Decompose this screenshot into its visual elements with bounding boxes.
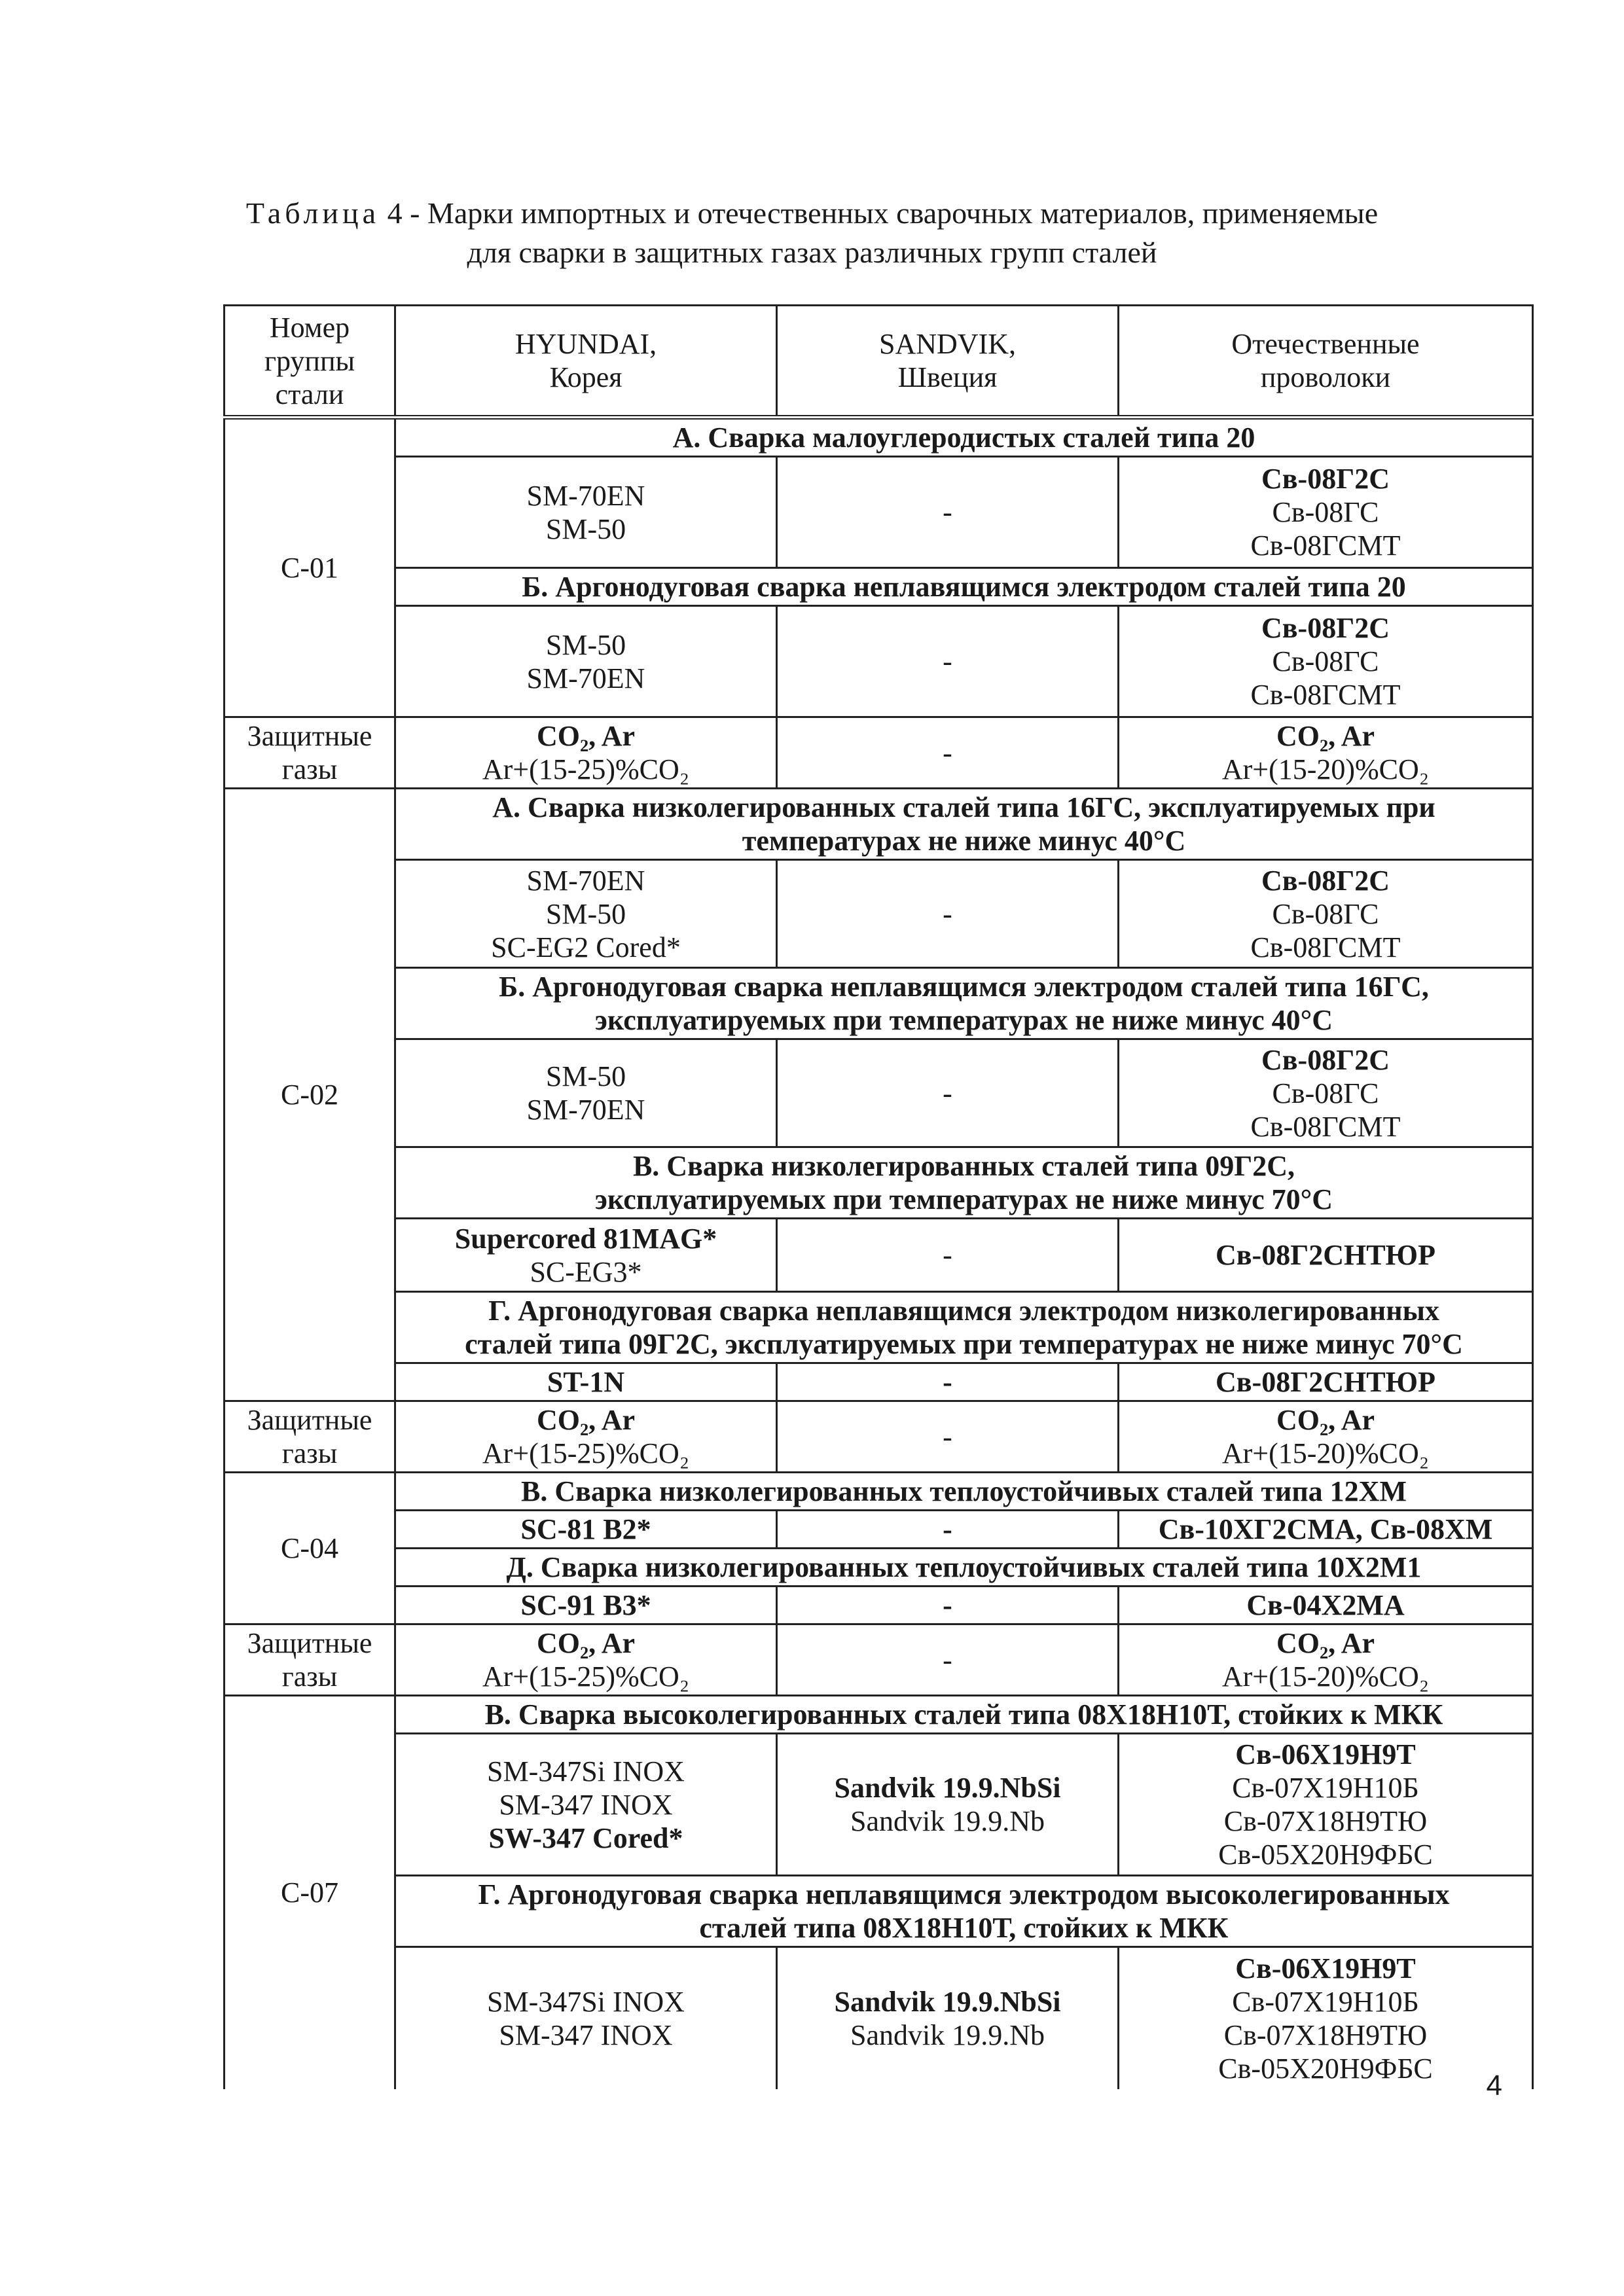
cell-hyundai: SC-81 B2* <box>395 1511 777 1549</box>
section-c02-g: Г. Аргонодуговая сварка неплавящимся электродом низколегированных сталей типа 09Г2С, эксплуатируемых при температурах не ниже минус 70°С <box>395 1292 1533 1363</box>
header-hyundai: HYUNDAI, Корея <box>395 306 777 418</box>
data-row <box>225 1587 1533 1624</box>
section-row <box>225 1696 1533 1734</box>
cell-hyundai: CO₂, Ar Ar+(15-25)%CO₂ <box>395 1624 777 1696</box>
section-c07-g: Г. Аргонодуговая сварка неплавящимся электродом высоколегированных сталей типа 08Х18Н10Т, стойких к МКК <box>395 1876 1533 1947</box>
section-c01-b: Б. Аргонодуговая сварка неплавящимся электродом сталей типа 20 <box>395 568 1533 606</box>
cell-sandvik: - <box>777 717 1119 789</box>
section-row <box>225 1473 1533 1511</box>
header-row <box>225 306 1533 418</box>
cell-hyundai: SM-347Si INOX SM-347 INOX <box>395 1947 777 2089</box>
cell-domestic: CO₂, Ar Ar+(15-20)%CO₂ <box>1119 1624 1533 1696</box>
cell-domestic: Св-08Г2С Св-08ГС Св-08ГСМТ <box>1119 1039 1533 1147</box>
gas-label: Защитные газы <box>225 1624 395 1696</box>
table-caption <box>0 194 1624 272</box>
section-row <box>225 1876 1533 1947</box>
cell-domestic: Св-04Х2МА <box>1119 1587 1533 1624</box>
page-number: 4 <box>1486 2070 1502 2102</box>
header-sandvik: SANDVIK, Швеция <box>777 306 1119 418</box>
cell-hyundai: Supercored 81MAG* SC-EG3* <box>395 1219 777 1292</box>
group-c02: С-02 <box>225 789 395 1401</box>
data-row <box>225 1734 1533 1876</box>
cell-sandvik: - <box>777 1219 1119 1292</box>
materials-table <box>223 304 1534 2089</box>
cell-hyundai: SC-91 B3* <box>395 1587 777 1624</box>
section-row <box>225 968 1533 1039</box>
cell-hyundai: SM-50 SM-70EN <box>395 606 777 717</box>
section-row <box>225 1292 1533 1363</box>
cell-domestic: Св-08Г2С Св-08ГС Св-08ГСМТ <box>1119 457 1533 568</box>
cell-hyundai: ST-1N <box>395 1363 777 1401</box>
data-row <box>225 1363 1533 1401</box>
data-row <box>225 457 1533 568</box>
cell-hyundai: CO₂, Ar Ar+(15-25)%CO₂ <box>395 717 777 789</box>
gas-label: Защитные газы <box>225 1401 395 1473</box>
cell-sandvik: - <box>777 1624 1119 1696</box>
cell-sandvik: Sandvik 19.9.NbSi Sandvik 19.9.Nb <box>777 1734 1119 1876</box>
group-c01: С-01 <box>225 418 395 717</box>
cell-sandvik: - <box>777 1587 1119 1624</box>
section-c01-a: А. Сварка малоуглеродистых сталей типа 20 <box>395 418 1533 457</box>
caption-dash: - <box>410 196 420 230</box>
data-row <box>225 1511 1533 1549</box>
gas-row <box>225 717 1533 789</box>
cell-hyundai: SM-70EN SM-50 <box>395 457 777 568</box>
data-row <box>225 1219 1533 1292</box>
section-row <box>225 418 1533 457</box>
caption-text-1: Марки импортных и отечественных сварочных материалов, применяемые <box>427 196 1379 230</box>
cell-sandvik: - <box>777 1363 1119 1401</box>
section-c07-v: В. Сварка высоколегированных сталей типа 08Х18Н10Т, стойких к МКК <box>395 1696 1533 1734</box>
cell-domestic: Св-06Х19Н9Т Св-07Х19Н10Б Св-07Х18Н9ТЮ Св-05Х20Н9ФБС <box>1119 1734 1533 1876</box>
section-row <box>225 1549 1533 1587</box>
cell-sandvik: - <box>777 606 1119 717</box>
gas-row <box>225 1624 1533 1696</box>
cell-domestic: Св-06Х19Н9Т Св-07Х19Н10Б Св-07Х18Н9ТЮ Св-05Х20Н9ФБС <box>1119 1947 1533 2089</box>
caption-line-2: для сварки в защитных газах различных групп сталей <box>467 236 1157 269</box>
data-row <box>225 1947 1533 2089</box>
gas-row <box>225 1401 1533 1473</box>
section-row <box>225 568 1533 606</box>
cell-domestic: Св-10ХГ2СМА, Св-08ХМ <box>1119 1511 1533 1549</box>
cell-domestic: Св-08Г2С Св-08ГС Св-08ГСМТ <box>1119 606 1533 717</box>
section-c02-b: Б. Аргонодуговая сварка неплавящимся электродом сталей типа 16ГС, эксплуатируемых при температурах не ниже минус 40°С <box>395 968 1533 1039</box>
cell-domestic: Св-08Г2СНТЮР <box>1119 1219 1533 1292</box>
cell-hyundai: SM-50 SM-70EN <box>395 1039 777 1147</box>
data-row <box>225 1039 1533 1147</box>
section-c04-d: Д. Сварка низколегированных теплоустойчивых сталей типа 10Х2М1 <box>395 1549 1533 1587</box>
cell-sandvik: - <box>777 1401 1119 1473</box>
cell-hyundai: SM-347Si INOX SM-347 INOX SW-347 Cored* <box>395 1734 777 1876</box>
section-c02-v: В. Сварка низколегированных сталей типа 09Г2С, эксплуатируемых при температурах не ниже минус 70°С <box>395 1147 1533 1219</box>
cell-domestic: Св-08Г2С Св-08ГС Св-08ГСМТ <box>1119 860 1533 968</box>
cell-domestic: Св-08Г2СНТЮР <box>1119 1363 1533 1401</box>
header-domestic: Отечественные проволоки <box>1119 306 1533 418</box>
cell-sandvik: Sandvik 19.9.NbSi Sandvik 19.9.Nb <box>777 1947 1119 2089</box>
cell-sandvik: - <box>777 1511 1119 1549</box>
cell-sandvik: - <box>777 860 1119 968</box>
cell-hyundai: CO₂, Ar Ar+(15-25)%CO₂ <box>395 1401 777 1473</box>
section-c02-a: А. Сварка низколегированных сталей типа 16ГС, эксплуатируемых при температурах не ниже минус 40°С <box>395 789 1533 860</box>
gas-label: Защитные газы <box>225 717 395 789</box>
cell-sandvik: - <box>777 457 1119 568</box>
cell-domestic: CO₂, Ar Ar+(15-20)%CO₂ <box>1119 1401 1533 1473</box>
data-row <box>225 860 1533 968</box>
section-c04-v: В. Сварка низколегированных теплоустойчивых сталей типа 12ХМ <box>395 1473 1533 1511</box>
caption-number: 4 <box>387 196 403 230</box>
group-c07: С-07 <box>225 1696 395 2089</box>
cell-hyundai: SM-70EN SM-50 SC-EG2 Cored* <box>395 860 777 968</box>
cell-domestic: CO₂, Ar Ar+(15-20)%CO₂ <box>1119 717 1533 789</box>
section-row <box>225 789 1533 860</box>
caption-line-1 <box>0 194 1624 233</box>
data-row <box>225 606 1533 717</box>
group-c04: С-04 <box>225 1473 395 1624</box>
cell-sandvik: - <box>777 1039 1119 1147</box>
header-group: Номер группы стали <box>225 306 395 418</box>
caption-lead: Таблица <box>245 196 380 230</box>
section-row <box>225 1147 1533 1219</box>
